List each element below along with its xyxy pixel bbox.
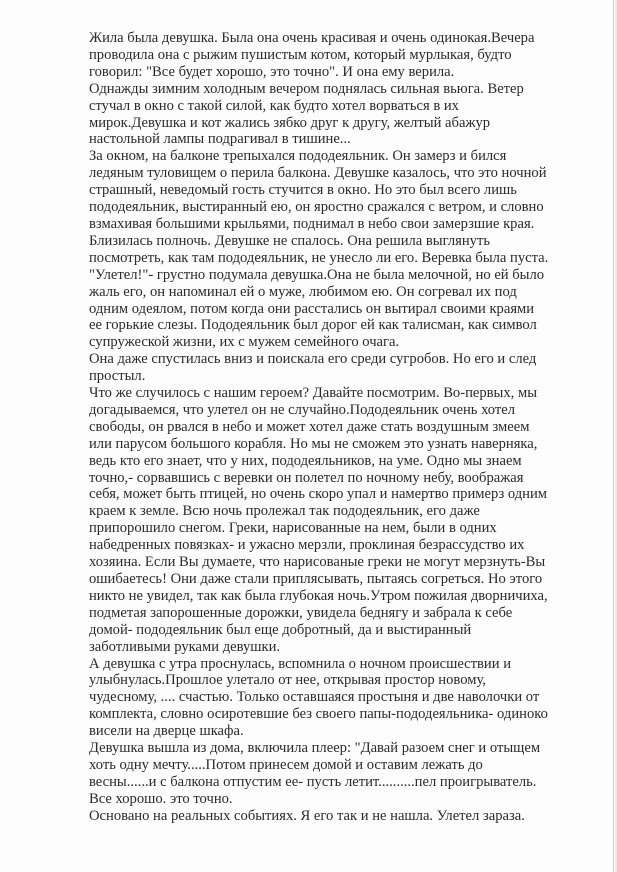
paragraph-footnote: Основано на реальных событиях. Я его так и не нашла. Улетел зараза.	[89, 807, 525, 824]
paragraph-midnight: Близилась полночь. Девушке не спалось. Она решила выглянуть посмотреть, как там пододеяльник, не унесло ли его. Веревка была пуста. "Улетел!"- грустно подумала девушка.Она не была мелочной, но ей было жаль его, он напоминал ей о муже, любимом ею. Он согревал их под одним одеялом, потом когда они расстались он вытирал своими краями ее горькие слезы. Пододеяльник был дорог ей как талисман, как символ супружеской жизни, их с мужем семейного очага.	[89, 232, 549, 351]
paragraph-blizzard: Однажды зимним холодным вечером поднялась сильная вьюга. Ветер стучал в окно с такой силой, как будто хотел ворваться в их мирок.Девушка и кот жались зябко друг к другу, желтый абажур настольной лампы подрагивал в тишине...	[89, 80, 524, 148]
paragraph-intro: Жила была девушка. Была она очень красивая и очень одинокая.Вечера проводила она с рыжим пушистым котом, который мурлыкая, будто говорил: "Все будет хорошо, это точно". И она ему верила.	[89, 30, 535, 80]
paragraph-balcony: За окном, на балконе трепыхался пододеяльник. Он замерз и бился ледяным туловищем о перила балкона. Девушке казалось, что это ночной страшный, неведомый гость стучится в окно. Но это был всего лишь пододеяльник, выстиранный ею, он яростно сражался с ветром, и словно взмахивая большими крыльями, поднимал в небо свои замерзшие края.	[89, 148, 547, 232]
paragraph-search: Она даже спустилась вниз и поискала его среди сугробов. Но его и след простыл.	[89, 351, 537, 385]
paragraph-player: Девушка вышла из дома, включила плеер: "Давай разоем снег и отыщем хоть одну мечту.....Потом принесем домой и оставим лежать до весны......и с балкона отпустим ее- пусть летит..........пел проигрыватель. Все хорошо. это точно.	[89, 740, 541, 807]
story-text	[89, 30, 549, 825]
paragraph-morning: А девушка с утра проснулась, вспомнила о ночном происшествии и улыбнулась.Прошлое улетало от нее, открывая простор новому, чудесному, .... счастью. Только оставшаяся простыня и две наволочки от комплекта, словно осиротевшие без своего папы-пододеяльника- одиноко висели на дверце шкафа.	[89, 655, 548, 740]
scan-edge-line	[613, 0, 614, 872]
paragraph-hero: Что же случилось с нашим героем? Давайте посмотрим. Во-первых, мы догадываемся, что улетел он не случайно.Пододеяльник очень хотел свободы, он рвался в небо и может хотел даже стать воздушным змеем или парусом большого корабля. Но мы не сможем это узнать наверняка, ведь кто его знает, что у них, пододеяльников, на уме. Одно мы знаем точно,- сорвавшись с веревки он полетел по ночному небу, воображая себя, может быть птицей, но очень скоро упал и намертво примерз одним краем к земле. Всю ночь пролежал так пододеяльник, его даже припорошило снегом. Греки, нарисованные на нем, были в одних набедренных повязках- и ужасно мерзли, проклиная безрассудство их хозяина. Если Вы думаете, что нарисованые греки не могут мерзнуть-Вы ошибаетесь! Они даже стали приплясывать, пытаясь согреться. Но этого никто не увидел, так как была глубокая ночь.Утром пожилая дворничиха, подметая запорошенные дорожки, увидела беднягу и забрала к себе домой- пододеяльник был еще добротный, да и выстиранный заботливыми руками девушки.	[89, 385, 548, 655]
